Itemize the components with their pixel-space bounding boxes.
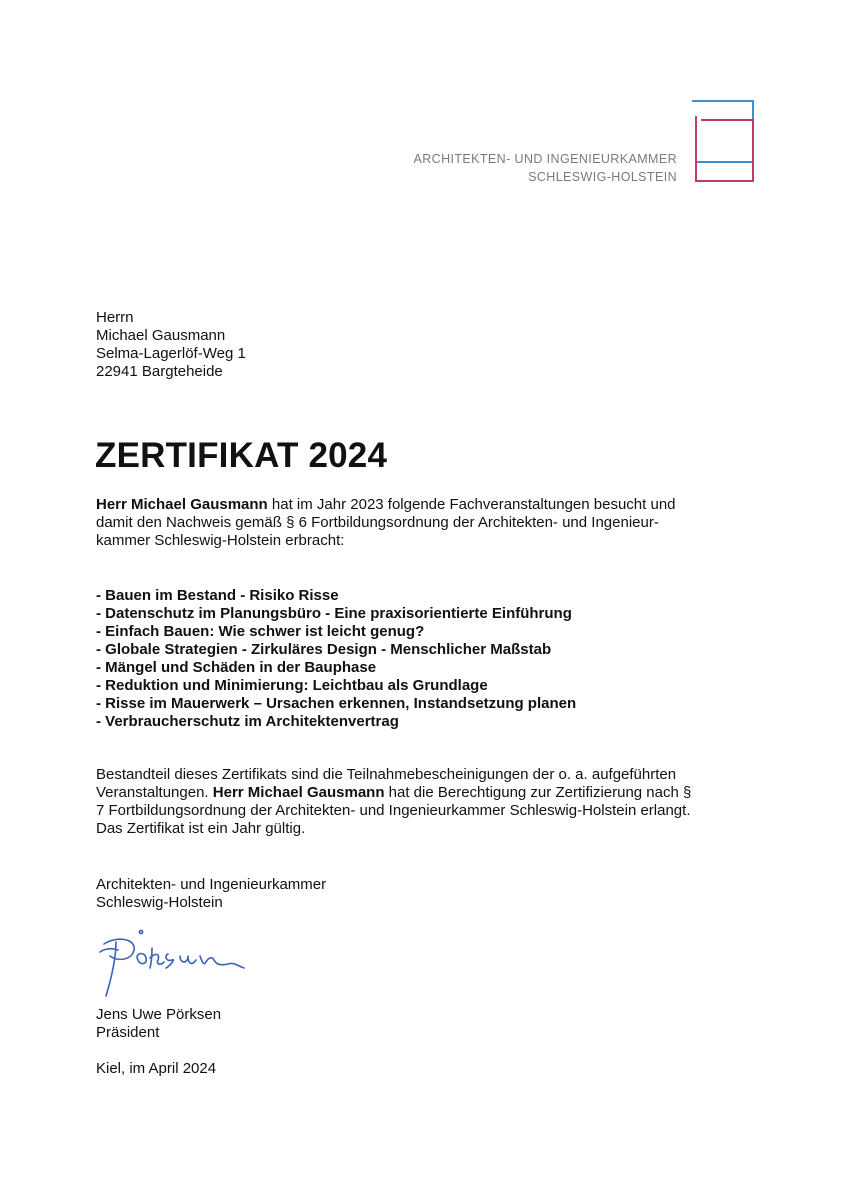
signer-block xyxy=(96,1006,221,1042)
list-item: - Mängel und Schäden in der Bauphase xyxy=(96,659,377,676)
list-item: - Datenschutz im Planungsbüro - Eine praxisorientierte Einführung xyxy=(96,605,572,622)
certificate-title: ZERTIFIKAT 2024 xyxy=(95,436,388,475)
list-item: - Reduktion und Minimierung: Leichtbau als Grundlage xyxy=(96,677,488,694)
place-and-date: Kiel, im April 2024 xyxy=(96,1060,217,1077)
organization-name xyxy=(413,150,677,186)
chamber-logo xyxy=(691,100,755,184)
signer-name: Jens Uwe Pörksen xyxy=(96,1006,222,1023)
closing-name: Herr Michael Gausmann xyxy=(212,784,385,801)
recipient-street: Selma-Lagerlöf-Weg 1 xyxy=(96,345,246,362)
recipient-salutation: Herrn xyxy=(96,309,134,326)
intro-name: Herr Michael Gausmann xyxy=(96,496,268,513)
closing-text-1: Bestandteil dieses Zertifikats sind die Teilnahmebescheinigungen der o. a. aufgeführten Veranstaltungen. xyxy=(96,766,677,801)
signature-organization xyxy=(96,876,326,912)
list-item: - Risse im Mauerwerk – Ursachen erkennen, Instandsetzung planen xyxy=(96,695,577,712)
recipient-name: Michael Gausmann xyxy=(96,327,226,344)
handwritten-signature xyxy=(96,926,256,1000)
logo-red-frame xyxy=(696,116,753,181)
list-item: - Bauen im Bestand - Risiko Risse xyxy=(96,587,339,604)
intro-paragraph xyxy=(96,496,696,550)
recipient-address xyxy=(96,309,246,381)
signer-title: Präsident xyxy=(96,1024,160,1041)
closing-text-2: hat die Berechtigung zur Zertifizierung nach § 7 Fortbildungsordnung der Architekten- und Ingenieurkammer Schleswig-Holstein erlangt. Das Zertifikat ist ein Jahr gültig. xyxy=(96,784,692,837)
list-item: - Globale Strategien - Zirkuläres Design - Menschlicher Maßstab xyxy=(96,641,552,658)
recipient-city: 22941 Bargteheide xyxy=(96,363,223,380)
organization-line-2: SCHLESWIG-HOLSTEIN xyxy=(528,170,677,184)
list-item: - Einfach Bauen: Wie schwer ist leicht genug? xyxy=(96,623,425,640)
intro-text: hat im Jahr 2023 folgende Fachveranstaltungen besucht und damit den Nachweis gemäß § 6 Fortbildungsordnung der Architekten- und Ingenieur-kammer Schleswig-Holstein erbracht: xyxy=(96,496,676,549)
closing-paragraph xyxy=(96,766,696,838)
course-list xyxy=(96,587,576,731)
list-item: - Verbraucherschutz im Architektenvertrag xyxy=(96,713,399,730)
logo-blue-frame xyxy=(692,101,753,162)
organization-line-1: ARCHITEKTEN- UND INGENIEURKAMMER xyxy=(413,152,677,166)
signature-org-line-1: Architekten- und Ingenieurkammer xyxy=(96,876,327,893)
signature-org-line-2: Schleswig-Holstein xyxy=(96,894,223,911)
